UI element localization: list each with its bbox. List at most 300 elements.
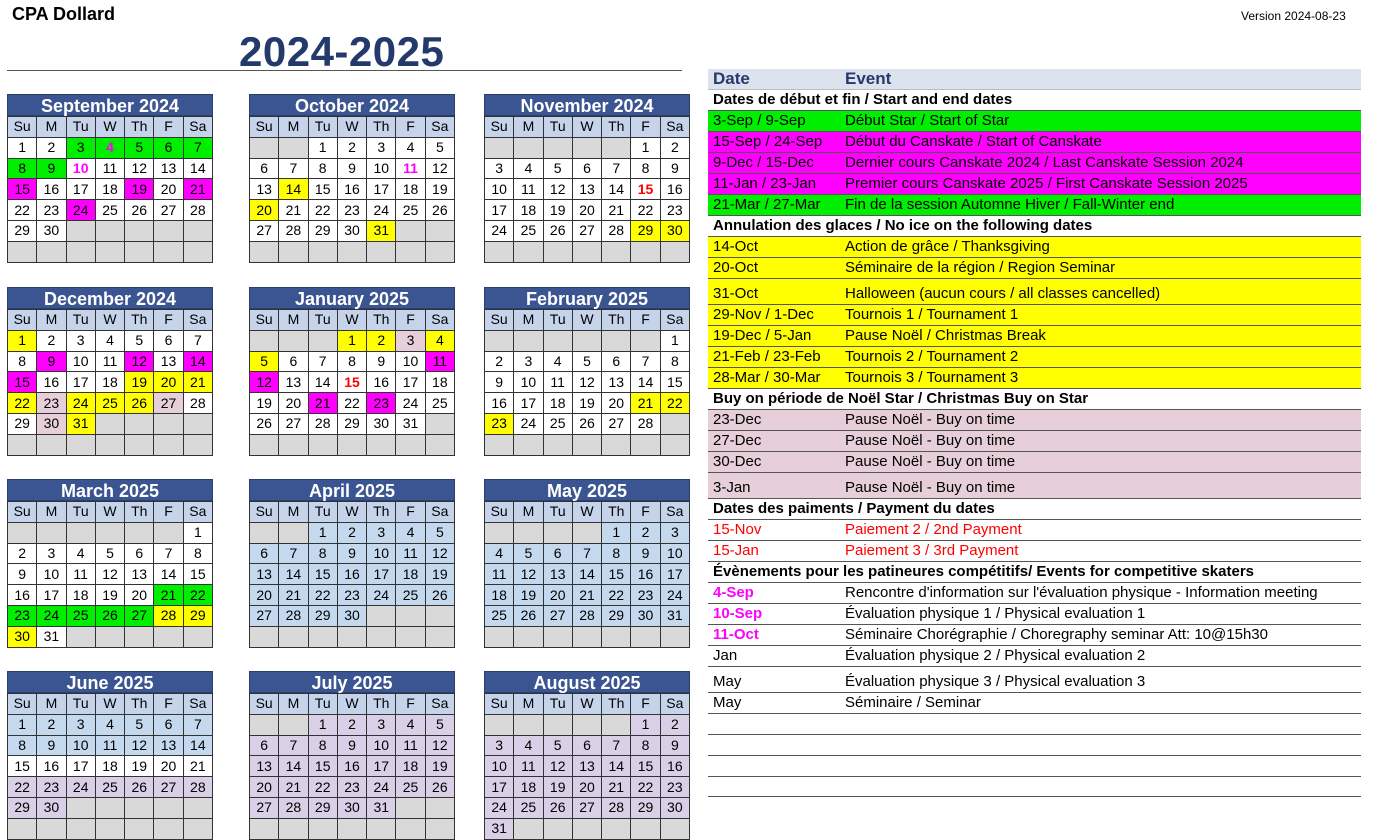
event-date: 19-Dec / 5-Jan xyxy=(708,326,840,347)
day-cell: 28 xyxy=(279,605,308,626)
day-cell: 9 xyxy=(367,351,396,372)
day-cell: 26 xyxy=(572,413,601,434)
event-row xyxy=(708,153,1361,174)
empty-cell xyxy=(543,818,572,839)
day-cell: 6 xyxy=(602,351,631,372)
day-cell: 9 xyxy=(37,351,66,372)
event-row xyxy=(708,646,1361,667)
weekday-header: Sa xyxy=(425,310,454,331)
empty-cell xyxy=(425,241,454,262)
day-cell: 24 xyxy=(66,393,95,414)
day-cell: 30 xyxy=(37,797,66,818)
date-column-header: Date xyxy=(708,69,840,90)
day-cell: 28 xyxy=(183,393,212,414)
empty-cell xyxy=(514,714,543,735)
day-cell: 29 xyxy=(308,605,337,626)
event-date: 10-Sep xyxy=(708,604,840,625)
empty-cell xyxy=(250,714,279,735)
day-cell: 18 xyxy=(485,585,514,606)
day-cell: 24 xyxy=(514,413,543,434)
weekday-header: Sa xyxy=(183,502,212,523)
day-cell: 15 xyxy=(631,179,660,200)
event-row xyxy=(708,693,1361,714)
day-cell: 21 xyxy=(154,585,183,606)
weekday-header: Su xyxy=(485,502,514,523)
empty-cell xyxy=(308,434,337,455)
month-grid xyxy=(7,693,213,840)
weekday-header: F xyxy=(154,694,183,715)
event-row xyxy=(708,305,1361,326)
weekday-header: W xyxy=(572,502,601,523)
event-date: 3-Jan xyxy=(708,473,840,499)
month-grid xyxy=(484,693,690,840)
weekday-header: W xyxy=(337,502,366,523)
empty-cell xyxy=(660,818,689,839)
day-cell: 15 xyxy=(631,756,660,777)
empty-cell xyxy=(95,818,124,839)
month-grid xyxy=(249,501,455,648)
day-cell: 29 xyxy=(602,605,631,626)
day-cell: 29 xyxy=(8,413,37,434)
event-description xyxy=(840,755,1361,776)
day-cell: 24 xyxy=(66,777,95,798)
month-calendar xyxy=(484,287,690,456)
empty-cell xyxy=(95,626,124,647)
day-cell: 20 xyxy=(154,179,183,200)
event-date: 14-Oct xyxy=(708,237,840,258)
day-cell: 7 xyxy=(572,543,601,564)
empty-cell xyxy=(425,220,454,241)
day-cell: 6 xyxy=(543,543,572,564)
empty-cell xyxy=(572,434,601,455)
day-cell: 23 xyxy=(631,585,660,606)
day-cell: 1 xyxy=(308,714,337,735)
day-cell: 3 xyxy=(660,522,689,543)
day-cell: 15 xyxy=(8,756,37,777)
weekday-header: Su xyxy=(8,694,37,715)
empty-cell xyxy=(183,220,212,241)
day-cell: 21 xyxy=(279,200,308,221)
weekday-header: Th xyxy=(125,117,154,138)
day-cell: 18 xyxy=(396,564,425,585)
empty-cell xyxy=(8,434,37,455)
weekday-header: F xyxy=(396,117,425,138)
empty-cell xyxy=(602,714,631,735)
title-divider xyxy=(7,70,682,71)
empty-cell xyxy=(396,818,425,839)
month-grid xyxy=(249,309,455,456)
events-header-row xyxy=(708,69,1361,90)
events-section-heading xyxy=(708,389,1361,410)
weekday-header: Sa xyxy=(660,117,689,138)
day-cell: 20 xyxy=(543,585,572,606)
day-cell: 21 xyxy=(183,372,212,393)
weekday-header: W xyxy=(95,694,124,715)
event-description: Pause Noël - Buy on time xyxy=(840,473,1361,499)
day-cell: 13 xyxy=(543,564,572,585)
weekday-header: Th xyxy=(125,310,154,331)
empty-cell xyxy=(37,818,66,839)
day-cell: 24 xyxy=(485,797,514,818)
month-title: June 2025 xyxy=(7,671,213,693)
event-description: Évaluation physique 3 / Physical evaluation 3 xyxy=(840,667,1361,693)
empty-cell xyxy=(572,137,601,158)
month-title: February 2025 xyxy=(484,287,690,309)
empty-cell xyxy=(95,220,124,241)
empty-cell xyxy=(154,434,183,455)
empty-cell xyxy=(514,137,543,158)
day-cell: 31 xyxy=(396,413,425,434)
empty-cell xyxy=(125,626,154,647)
event-description: Halloween (aucun cours / all classes cancelled) xyxy=(840,279,1361,305)
day-cell: 26 xyxy=(95,605,124,626)
day-cell: 23 xyxy=(485,413,514,434)
weekday-header: Tu xyxy=(543,117,572,138)
day-cell: 16 xyxy=(8,585,37,606)
weekday-header: Tu xyxy=(308,117,337,138)
day-cell: 12 xyxy=(125,351,154,372)
month-grid xyxy=(7,116,213,263)
day-cell: 19 xyxy=(250,393,279,414)
day-cell: 3 xyxy=(66,330,95,351)
event-date: 15-Jan xyxy=(708,541,840,562)
day-cell: 10 xyxy=(367,735,396,756)
weekday-header: Th xyxy=(602,502,631,523)
event-description: Paiement 3 / 3rd Payment xyxy=(840,541,1361,562)
weekday-header: W xyxy=(95,117,124,138)
day-cell: 8 xyxy=(308,543,337,564)
empty-cell xyxy=(572,818,601,839)
day-cell: 17 xyxy=(66,372,95,393)
day-cell: 20 xyxy=(572,777,601,798)
day-cell: 20 xyxy=(279,393,308,414)
day-cell: 5 xyxy=(250,351,279,372)
day-cell: 8 xyxy=(8,158,37,179)
day-cell: 17 xyxy=(514,393,543,414)
day-cell: 30 xyxy=(367,413,396,434)
weekday-header: M xyxy=(37,310,66,331)
day-cell: 13 xyxy=(154,158,183,179)
event-date: 21-Feb / 23-Feb xyxy=(708,347,840,368)
weekday-header: F xyxy=(396,502,425,523)
month-title: July 2025 xyxy=(249,671,455,693)
empty-cell xyxy=(154,522,183,543)
month-title: May 2025 xyxy=(484,479,690,501)
event-description: Évaluation physique 1 / Physical evaluation 1 xyxy=(840,604,1361,625)
empty-cell xyxy=(543,714,572,735)
day-cell: 21 xyxy=(631,393,660,414)
day-cell: 10 xyxy=(514,372,543,393)
day-cell: 4 xyxy=(95,137,124,158)
event-date: 23-Dec xyxy=(708,410,840,431)
weekday-header: Su xyxy=(485,310,514,331)
day-cell: 27 xyxy=(602,413,631,434)
empty-cell xyxy=(250,434,279,455)
day-cell: 12 xyxy=(572,372,601,393)
event-row xyxy=(708,735,1361,756)
day-cell: 11 xyxy=(514,179,543,200)
weekday-header: Th xyxy=(367,310,396,331)
day-cell: 22 xyxy=(631,777,660,798)
empty-cell xyxy=(125,220,154,241)
weekday-header: Tu xyxy=(543,694,572,715)
day-cell: 26 xyxy=(425,200,454,221)
day-cell: 21 xyxy=(308,393,337,414)
event-date: 4-Sep xyxy=(708,583,840,604)
event-description: Début Star / Start of Star xyxy=(840,111,1361,132)
month-grid xyxy=(249,693,455,840)
event-row xyxy=(708,755,1361,776)
empty-cell xyxy=(514,330,543,351)
day-cell: 3 xyxy=(514,351,543,372)
day-cell: 11 xyxy=(543,372,572,393)
event-date: 11-Jan / 23-Jan xyxy=(708,174,840,195)
day-cell: 25 xyxy=(396,777,425,798)
weekday-header: W xyxy=(337,694,366,715)
day-cell: 20 xyxy=(602,393,631,414)
weekday-header: W xyxy=(95,502,124,523)
empty-cell xyxy=(660,413,689,434)
day-cell: 13 xyxy=(125,564,154,585)
day-cell: 8 xyxy=(183,543,212,564)
event-date: 20-Oct xyxy=(708,258,840,279)
empty-cell xyxy=(367,241,396,262)
empty-cell xyxy=(396,220,425,241)
month-calendar xyxy=(7,479,213,648)
empty-cell xyxy=(602,626,631,647)
event-description: Début du Canskate / Start of Canskate xyxy=(840,132,1361,153)
empty-cell xyxy=(572,241,601,262)
empty-cell xyxy=(396,241,425,262)
event-row xyxy=(708,604,1361,625)
empty-cell xyxy=(250,241,279,262)
day-cell: 18 xyxy=(396,756,425,777)
day-cell: 7 xyxy=(308,351,337,372)
empty-cell xyxy=(543,522,572,543)
day-cell: 6 xyxy=(250,158,279,179)
empty-cell xyxy=(602,137,631,158)
day-cell: 11 xyxy=(514,756,543,777)
event-row xyxy=(708,347,1361,368)
day-cell: 7 xyxy=(183,330,212,351)
day-cell: 23 xyxy=(337,200,366,221)
section-title: Dates des paiments / Payment du dates xyxy=(708,499,1361,520)
day-cell: 30 xyxy=(660,797,689,818)
empty-cell xyxy=(396,626,425,647)
day-cell: 16 xyxy=(485,393,514,414)
day-cell: 18 xyxy=(514,777,543,798)
empty-cell xyxy=(485,137,514,158)
empty-cell xyxy=(250,330,279,351)
day-cell: 12 xyxy=(125,158,154,179)
empty-cell xyxy=(183,434,212,455)
empty-cell xyxy=(125,241,154,262)
day-cell: 14 xyxy=(308,372,337,393)
empty-cell xyxy=(337,818,366,839)
day-cell: 27 xyxy=(572,220,601,241)
day-cell: 30 xyxy=(8,626,37,647)
empty-cell xyxy=(396,605,425,626)
month-title: October 2024 xyxy=(249,94,455,116)
season-title: 2024-2025 xyxy=(239,28,445,75)
day-cell: 27 xyxy=(250,220,279,241)
event-date: 21-Mar / 27-Mar xyxy=(708,195,840,216)
day-cell: 7 xyxy=(279,158,308,179)
empty-cell xyxy=(543,626,572,647)
empty-cell xyxy=(514,522,543,543)
day-cell: 11 xyxy=(95,735,124,756)
section-title: Dates de début et fin / Start and end dates xyxy=(708,90,1361,111)
empty-cell xyxy=(95,241,124,262)
day-cell: 1 xyxy=(308,137,337,158)
day-cell: 18 xyxy=(95,756,124,777)
empty-cell xyxy=(279,137,308,158)
day-cell: 25 xyxy=(396,200,425,221)
empty-cell xyxy=(37,241,66,262)
weekday-header: Tu xyxy=(308,694,337,715)
day-cell: 9 xyxy=(8,564,37,585)
weekday-header: Tu xyxy=(543,310,572,331)
empty-cell xyxy=(485,714,514,735)
empty-cell xyxy=(125,818,154,839)
empty-cell xyxy=(367,605,396,626)
day-cell: 25 xyxy=(95,393,124,414)
empty-cell xyxy=(543,241,572,262)
day-cell: 22 xyxy=(308,200,337,221)
empty-cell xyxy=(572,330,601,351)
day-cell: 25 xyxy=(425,393,454,414)
day-cell: 13 xyxy=(572,179,601,200)
day-cell: 8 xyxy=(8,351,37,372)
day-cell: 4 xyxy=(485,543,514,564)
month-grid xyxy=(249,116,455,263)
empty-cell xyxy=(250,626,279,647)
day-cell: 8 xyxy=(631,735,660,756)
event-description: Dernier cours Canskate 2024 / Last Canskate Session 2024 xyxy=(840,153,1361,174)
event-row xyxy=(708,520,1361,541)
event-date: 15-Sep / 24-Sep xyxy=(708,132,840,153)
day-cell: 3 xyxy=(485,158,514,179)
day-cell: 21 xyxy=(602,200,631,221)
day-cell: 2 xyxy=(631,522,660,543)
weekday-header: M xyxy=(37,117,66,138)
day-cell: 9 xyxy=(660,158,689,179)
weekday-header: Tu xyxy=(543,502,572,523)
day-cell: 11 xyxy=(95,158,124,179)
day-cell: 14 xyxy=(572,564,601,585)
event-description: Fin de la session Automne Hiver / Fall-Winter end xyxy=(840,195,1361,216)
day-cell: 26 xyxy=(514,605,543,626)
day-cell: 23 xyxy=(660,200,689,221)
event-description: Évaluation physique 2 / Physical evaluation 2 xyxy=(840,646,1361,667)
event-row xyxy=(708,111,1361,132)
day-cell: 30 xyxy=(37,413,66,434)
day-cell: 28 xyxy=(631,413,660,434)
day-cell: 14 xyxy=(183,735,212,756)
day-cell: 14 xyxy=(183,158,212,179)
weekday-header: W xyxy=(95,310,124,331)
empty-cell xyxy=(308,330,337,351)
weekday-header: Su xyxy=(8,310,37,331)
day-cell: 14 xyxy=(183,351,212,372)
weekday-header: M xyxy=(37,694,66,715)
day-cell: 7 xyxy=(279,735,308,756)
event-description xyxy=(840,735,1361,756)
day-cell: 15 xyxy=(8,179,37,200)
empty-cell xyxy=(279,714,308,735)
day-cell: 9 xyxy=(337,543,366,564)
day-cell: 4 xyxy=(396,714,425,735)
day-cell: 28 xyxy=(308,413,337,434)
day-cell: 20 xyxy=(154,372,183,393)
day-cell: 22 xyxy=(602,585,631,606)
empty-cell xyxy=(95,522,124,543)
event-date: 27-Dec xyxy=(708,431,840,452)
day-cell: 22 xyxy=(183,585,212,606)
day-cell: 2 xyxy=(8,543,37,564)
day-cell: 7 xyxy=(631,351,660,372)
day-cell: 25 xyxy=(66,605,95,626)
day-cell: 22 xyxy=(8,777,37,798)
empty-cell xyxy=(485,626,514,647)
month-calendar xyxy=(7,671,213,840)
day-cell: 21 xyxy=(183,756,212,777)
event-row xyxy=(708,368,1361,389)
weekday-header: Tu xyxy=(66,310,95,331)
day-cell: 24 xyxy=(396,393,425,414)
event-date: 9-Dec / 15-Dec xyxy=(708,153,840,174)
weekday-header: Sa xyxy=(425,502,454,523)
event-date xyxy=(708,714,840,735)
day-cell: 10 xyxy=(66,158,95,179)
empty-cell xyxy=(279,241,308,262)
day-cell: 4 xyxy=(514,735,543,756)
empty-cell xyxy=(602,818,631,839)
events-section-heading xyxy=(708,216,1361,237)
day-cell: 24 xyxy=(367,585,396,606)
day-cell: 1 xyxy=(8,714,37,735)
weekday-header: Th xyxy=(602,310,631,331)
empty-cell xyxy=(485,522,514,543)
day-cell: 29 xyxy=(8,797,37,818)
event-row xyxy=(708,541,1361,562)
empty-cell xyxy=(543,434,572,455)
day-cell: 6 xyxy=(279,351,308,372)
day-cell: 5 xyxy=(425,714,454,735)
weekday-header: M xyxy=(279,117,308,138)
day-cell: 16 xyxy=(631,564,660,585)
empty-cell xyxy=(154,241,183,262)
month-calendar xyxy=(249,479,455,648)
day-cell: 6 xyxy=(154,330,183,351)
day-cell: 22 xyxy=(8,393,37,414)
day-cell: 11 xyxy=(425,351,454,372)
day-cell: 21 xyxy=(572,585,601,606)
day-cell: 29 xyxy=(8,220,37,241)
empty-cell xyxy=(66,241,95,262)
day-cell: 16 xyxy=(660,756,689,777)
weekday-header: Tu xyxy=(66,117,95,138)
day-cell: 19 xyxy=(572,393,601,414)
day-cell: 17 xyxy=(485,200,514,221)
day-cell: 8 xyxy=(660,351,689,372)
day-cell: 4 xyxy=(95,714,124,735)
day-cell: 24 xyxy=(66,200,95,221)
empty-cell xyxy=(279,522,308,543)
day-cell: 15 xyxy=(308,564,337,585)
weekday-header: Su xyxy=(250,310,279,331)
day-cell: 29 xyxy=(337,413,366,434)
